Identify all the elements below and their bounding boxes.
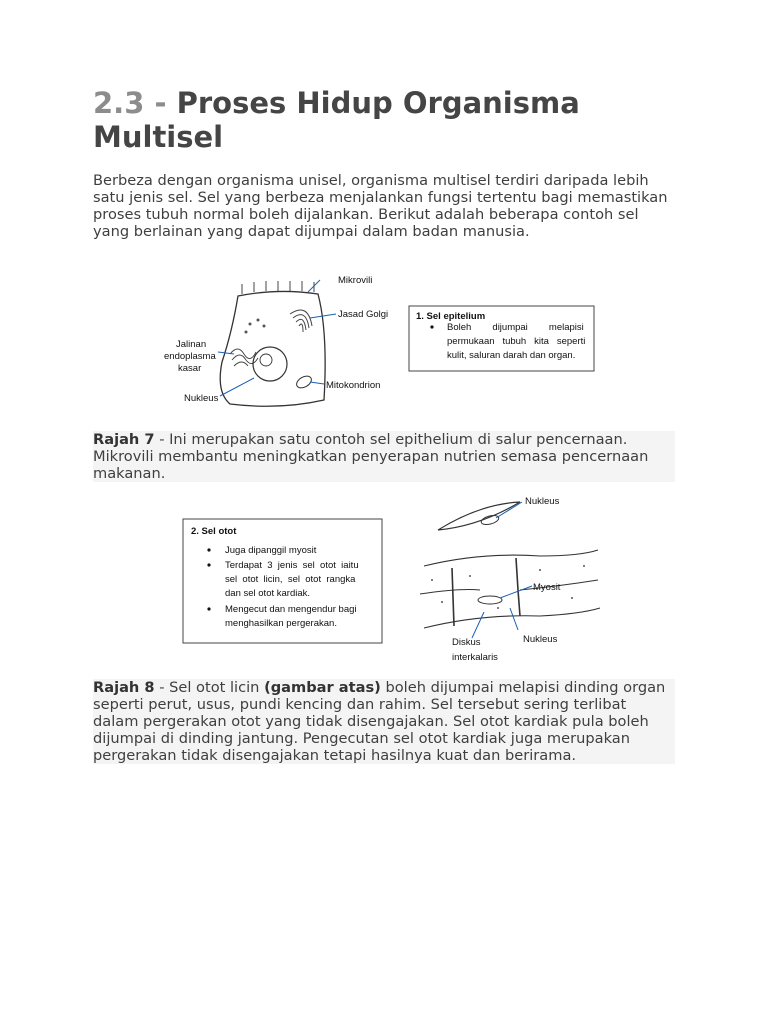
intro-paragraph: Berbeza dengan organisma unisel, organisma multisel terdiri daripada lebih satu jenis sel. Sel yang berbeza menjalankan fungsi tertentu bagi memastikan proses tubuh normal boleh dijalankan. Berikut adalah beberapa contoh sel yang berlainan yang dapat dijumpai dalam badan manusia. [93, 172, 668, 240]
figure-muscle-cells [180, 490, 610, 670]
figure-epithelial-cell [160, 272, 600, 412]
label-mikrovili: Mikrovili [338, 275, 373, 286]
caption-label: Rajah 8 [93, 679, 155, 696]
epithelial-cell-diagram [160, 272, 600, 412]
label-nukleus-top: Nukleus [525, 496, 560, 507]
label-jalinan-1: Jalinan [176, 339, 207, 350]
label-jalinan-3: kasar [178, 363, 202, 374]
box-bullet-1: Juga dipanggil myosit [225, 545, 317, 556]
caption-text: - Ini merupakan satu contoh sel epithelium di salur pencernaan. Mikrovili membantu meningkatkan penyerapan nutrien semasa pencernaan makanan. [93, 431, 649, 482]
section-number: 2.3 - [93, 86, 167, 120]
section-title: Proses Hidup Organisma Multisel [93, 86, 580, 154]
caption-rajah-8 [93, 679, 675, 764]
caption-bold: (gambar atas) [264, 679, 381, 696]
label-mitokondrion: Mitokondrion [326, 380, 381, 391]
label-jalinan-2: endoplasma [164, 351, 216, 362]
label-nukleus: Nukleus [184, 393, 219, 404]
box-bullet-2b: sel otot licin, sel otot rangka [225, 574, 356, 585]
box-title-epitelium: 1. Sel epitelium [416, 311, 486, 322]
caption-text-1: - Sel otot licin [154, 679, 265, 696]
page-title [93, 86, 653, 154]
label-interkalaris: interkalaris [452, 652, 498, 663]
box-bullet-2c: dan sel otot kardiak. [225, 588, 311, 599]
box-bullet-3a: Mengecut dan mengendur bagi [225, 604, 357, 615]
box-title-sel-otot: 2. Sel otot [191, 526, 237, 537]
caption-text-2: boleh dijumpai melapisi dinding organ seperti perut, usus, pundi kencing dan rahim. Sel tersebut sering terlibat dalam pergerakan otot yang tidak disengajakan. Sel otot kardiak pula boleh dijumpai di dinding jantung. Pengecutan sel otot kardiak juga merupakan pergerakan tidak disengajakan tetapi hasilnya kuat dan berirama. [93, 679, 666, 764]
smooth-muscle-cell-drawing [438, 502, 520, 530]
box-line-2: permukaan tubuh kita seperti [447, 336, 586, 347]
box-line-3: kulit, saluran darah dan organ. [447, 350, 576, 361]
muscle-cell-diagram [180, 490, 610, 670]
box-bullet-2a: Terdapat 3 jenis sel otot iaitu [225, 560, 359, 571]
label-myosit: Myosit [533, 582, 561, 593]
label-diskus: Diskus [452, 637, 481, 648]
label-nukleus-bottom: Nukleus [523, 634, 558, 645]
box-line-1: Boleh dijumpai melapisi [447, 322, 584, 333]
caption-rajah-7 [93, 431, 675, 482]
box-bullet-3b: menghasilkan pergerakan. [225, 618, 337, 629]
golgi-drawing [290, 310, 312, 332]
caption-label: Rajah 7 [93, 431, 155, 448]
label-jasad-golgi: Jasad Golgi [338, 309, 389, 320]
cardiac-muscle-drawing [420, 550, 600, 628]
